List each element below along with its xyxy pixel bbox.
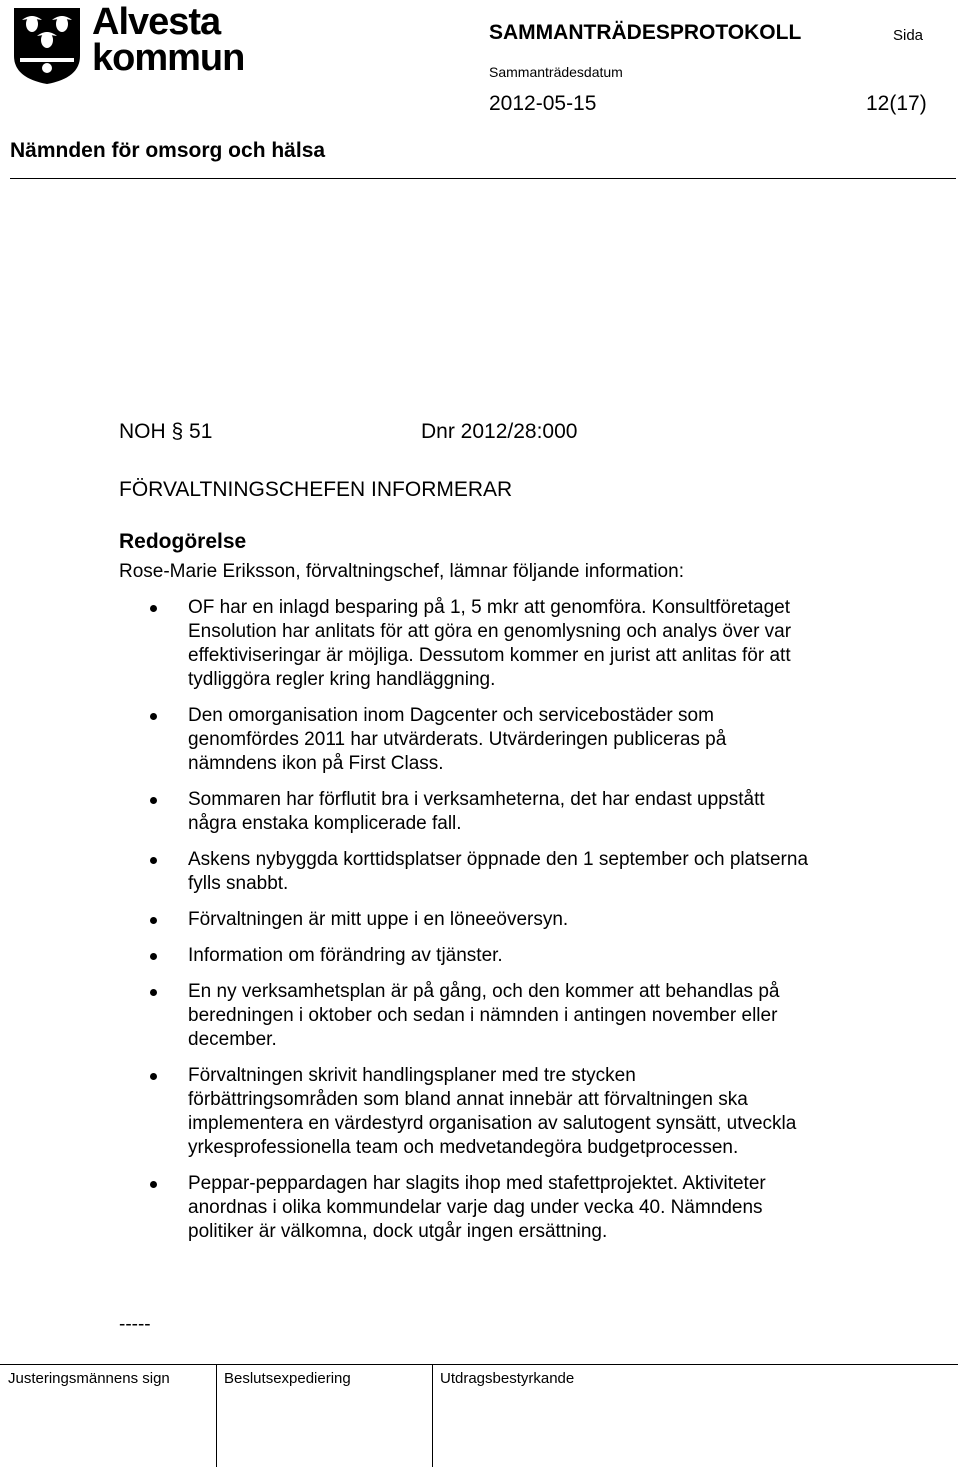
- list-item-text: Askens nybyggda korttidsplatser öppnade den 1 september och platserna fylls snabbt.: [188, 849, 809, 894]
- bullet-icon: [150, 989, 157, 996]
- list-item: [150, 788, 810, 836]
- bullet-icon: [150, 797, 157, 804]
- list-item: [150, 596, 810, 692]
- footer-extract-label: Utdragsbestyrkande: [440, 1370, 575, 1387]
- list-item: [150, 908, 810, 932]
- list-item: [150, 848, 810, 896]
- list-item: [150, 980, 810, 1052]
- intro-text: Rose-Marie Eriksson, förvaltningschef, lämnar följande information:: [119, 561, 684, 582]
- committee-name: Nämnden för omsorg och hälsa: [10, 139, 326, 162]
- item-heading: FÖRVALTNINGSCHEFEN INFORMERAR: [119, 478, 513, 501]
- bullet-icon: [150, 713, 157, 720]
- list-item-text: Information om förändring av tjänster.: [188, 945, 503, 966]
- diary-number: Dnr 2012/28:000: [421, 420, 578, 443]
- footer-column-divider: [216, 1364, 217, 1467]
- footer-dispatch-label: Beslutsexpediering: [224, 1370, 351, 1387]
- list-item-text: Peppar-peppardagen har slagits ihop med stafettprojektet. Aktiviteter anordnas i olika kommundelar varje dag under vecka 40. Nämndens politiker är välkomna, dock utgår ingen ersättning.: [188, 1173, 766, 1242]
- bullet-icon: [150, 605, 157, 612]
- logo-line-1: Alvesta: [92, 1, 221, 43]
- list-item-text: En ny verksamhetsplan är på gång, och den kommer att behandlas på beredningen i oktober och sedan i nämnden i antingen november eller december.: [188, 981, 780, 1050]
- document-type: SAMMANTRÄDESPROTOKOLL: [489, 21, 802, 44]
- bullet-icon: [150, 1181, 157, 1188]
- list-item-text: Den omorganisation inom Dagcenter och servicebostäder som genomfördes 2011 har utvärderats. Utvärderingen publiceras på nämndens ikon på First Class.: [188, 705, 727, 774]
- footer-column-divider: [432, 1364, 433, 1467]
- footer-signature-label: Justeringsmännens sign: [8, 1370, 170, 1387]
- list-item-text: OF har en inlagd besparing på 1, 5 mkr att genomföra. Konsultföretaget Ensolution har anlitats för att göra en genomlysning och analys över var effektiviseringar är möjliga. Dessutom kommer en jurist att anlitas för att tydliggöra regler kring handläggning.: [188, 597, 792, 690]
- section-title: Redogörelse: [119, 530, 247, 553]
- information-list: [150, 596, 810, 1256]
- list-item-text: Förvaltningen är mitt uppe i en löneeöversyn.: [188, 909, 569, 930]
- municipality-emblem-icon: [12, 6, 82, 86]
- footer-divider: [0, 1364, 958, 1365]
- list-item: [150, 944, 810, 968]
- list-item: [150, 704, 810, 776]
- end-separator: -----: [119, 1314, 151, 1335]
- header-divider: [10, 178, 956, 179]
- bullet-icon: [150, 917, 157, 924]
- list-item-text: Förvaltningen skrivit handlingsplaner med tre stycken förbättringsområden som bland annat innebär att förvaltningen ska implementera en värdestyrd organisation av salutogent synsätt, utveckla yrkesprofessionella team och medvetandegöra budgetprocessen.: [188, 1065, 797, 1158]
- meeting-date: 2012-05-15: [489, 92, 597, 115]
- municipality-logo-text: [92, 1, 245, 79]
- bullet-icon: [150, 857, 157, 864]
- case-number: NOH § 51: [119, 420, 213, 443]
- list-item: [150, 1172, 810, 1244]
- logo-line-2: kommun: [92, 37, 245, 79]
- list-item-text: Sommaren har förflutit bra i verksamheterna, det har endast uppstått några enstaka komplicerade fall.: [188, 789, 765, 834]
- meeting-date-label: Sammanträdesdatum: [489, 64, 623, 80]
- bullet-icon: [150, 1073, 157, 1080]
- list-item: [150, 1064, 810, 1160]
- page-label: Sida: [893, 27, 924, 44]
- bullet-icon: [150, 953, 157, 960]
- page-number: 12(17): [866, 92, 927, 115]
